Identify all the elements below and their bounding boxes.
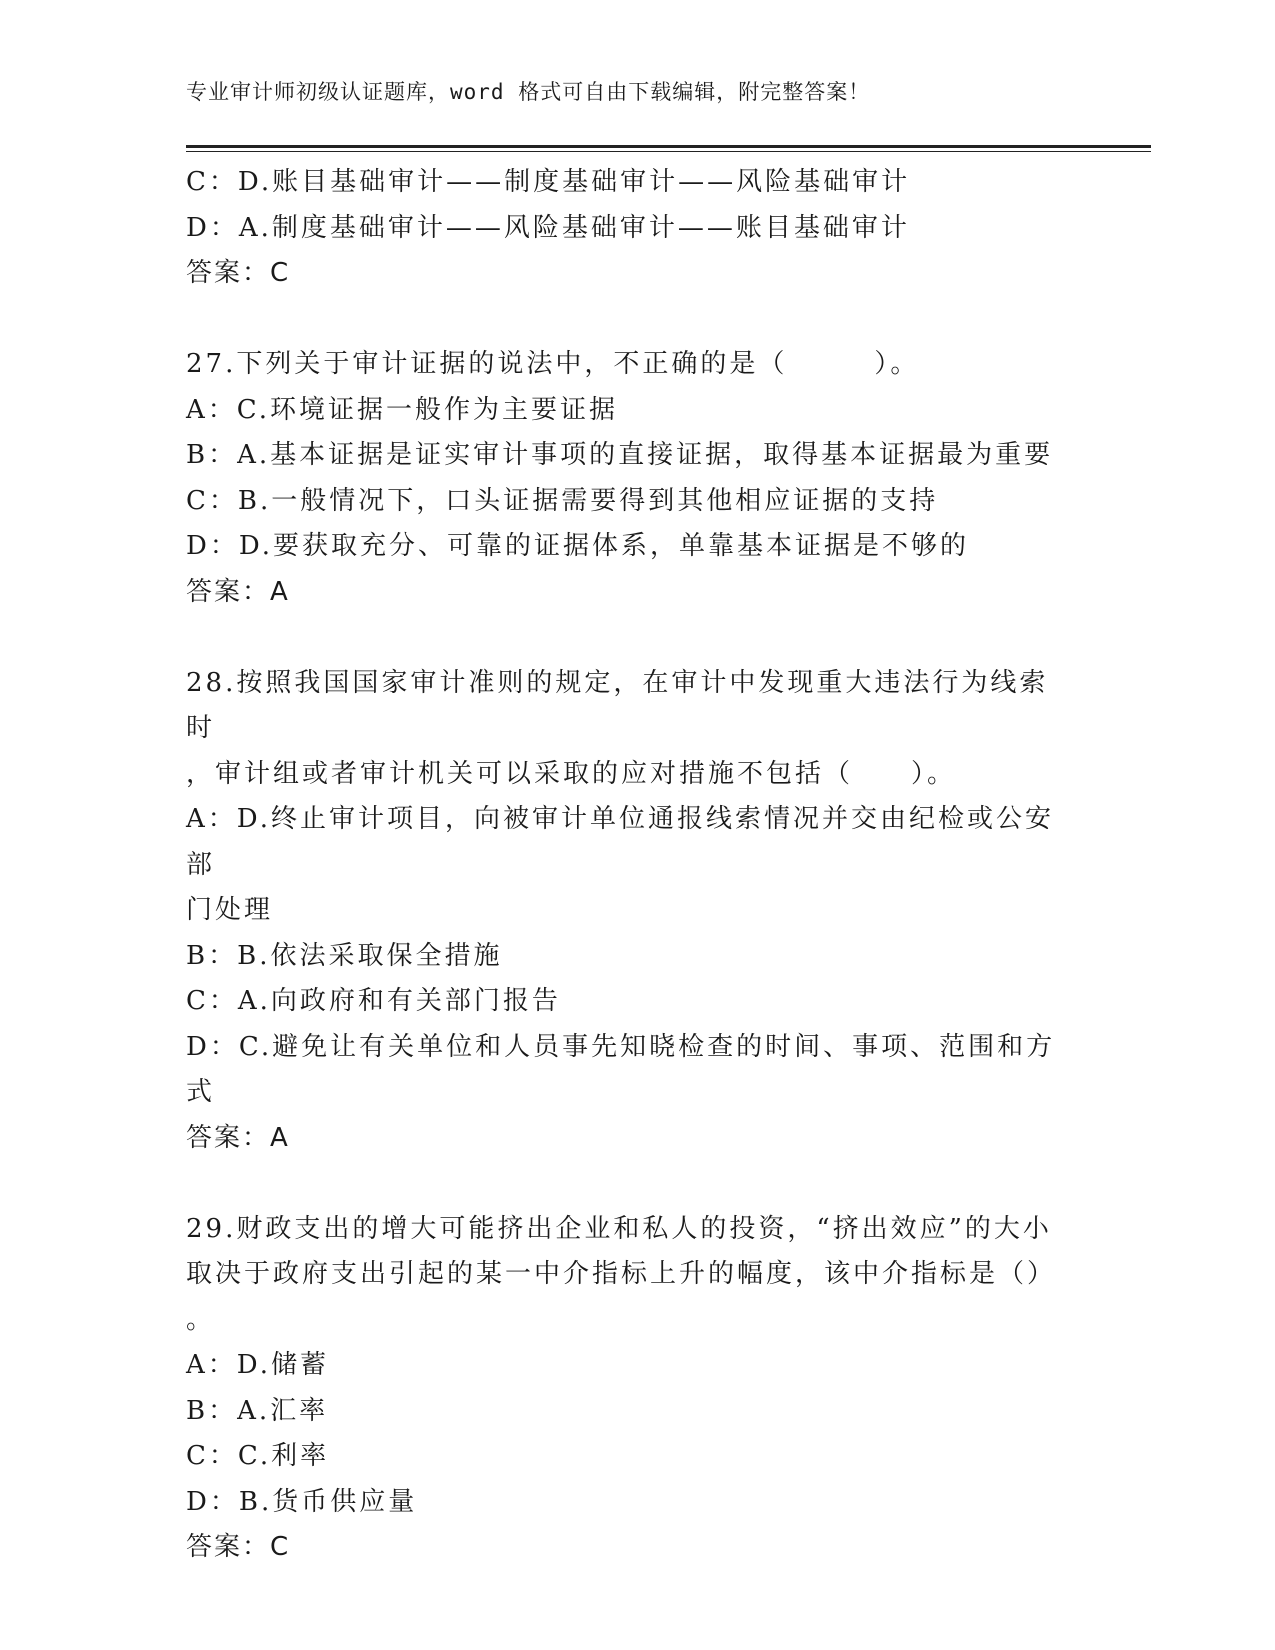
header-rule-thin — [186, 151, 1151, 152]
option-d: D：C.避免让有关单位和人员事先知晓检查的时间、事项、范围和方式 — [186, 1031, 1056, 1107]
question-26-continued — [186, 160, 1066, 297]
option-c: C：A.向政府和有关部门报告 — [186, 986, 561, 1016]
question-28 — [186, 661, 1066, 1162]
option-c: C：D.账目基础审计——制度基础审计——风险基础审计 — [186, 167, 911, 197]
question-27 — [186, 342, 1066, 615]
question-stem: 29.财政支出的增大可能挤出企业和私人的投资，“挤出效应”的大小 — [186, 1213, 1052, 1244]
page-header: 专业审计师初级认证题库，word 格式可自由下载编辑，附完整答案！ — [186, 80, 871, 104]
spacer — [186, 615, 1066, 661]
option-a: A：C.环境证据一般作为主要证据 — [186, 394, 619, 425]
question-stem: 27.下列关于审计证据的说法中，不正确的是（ ）。 — [186, 349, 920, 379]
answer-line: 答案：A — [186, 576, 290, 607]
answer-line: 答案：C — [186, 1532, 291, 1562]
option-b: B：A.基本证据是证实审计事项的直接证据，取得基本证据最为重要 — [186, 440, 1054, 470]
spacer — [186, 1161, 1066, 1207]
question-stem-cont: 取决于政府支出引起的某一中介指标上升的幅度，该中介指标是（） — [186, 1259, 1057, 1289]
option-b: B：B.依法采取保全措施 — [186, 940, 503, 971]
question-29 — [186, 1207, 1066, 1571]
spacer — [186, 297, 1066, 343]
option-c: C：C.利率 — [186, 1441, 330, 1471]
header-rule-thick — [186, 145, 1151, 148]
option-c: C：B.一般情况下，口头证据需要得到其他相应证据的支持 — [186, 485, 939, 516]
option-d: D：D.要获取充分、可靠的证据体系，单靠基本证据是不够的 — [186, 531, 970, 561]
answer-line: 答案：A — [186, 1122, 290, 1153]
question-stem-cont: ，审计组或者审计机关可以采取的应对措施不包括（ ）。 — [186, 758, 957, 789]
question-stem-end: 。 — [186, 1304, 216, 1335]
option-b: B：A.汇率 — [186, 1395, 329, 1426]
option-d: D：B.货币供应量 — [186, 1486, 418, 1517]
option-a: A：D.储蓄 — [186, 1350, 329, 1380]
question-stem: 28.按照我国国家审计准则的规定，在审计中发现重大违法行为线索时 — [186, 667, 1049, 743]
option-a: A：D.终止审计项目，向被审计单位通报线索情况并交由纪检或公安部 — [186, 804, 1054, 880]
option-a-cont: 门处理 — [186, 895, 274, 925]
option-d: D：A.制度基础审计——风险基础审计——账目基础审计 — [186, 212, 910, 243]
answer-line: 答案：C — [186, 258, 291, 288]
question-list — [186, 160, 1066, 1571]
